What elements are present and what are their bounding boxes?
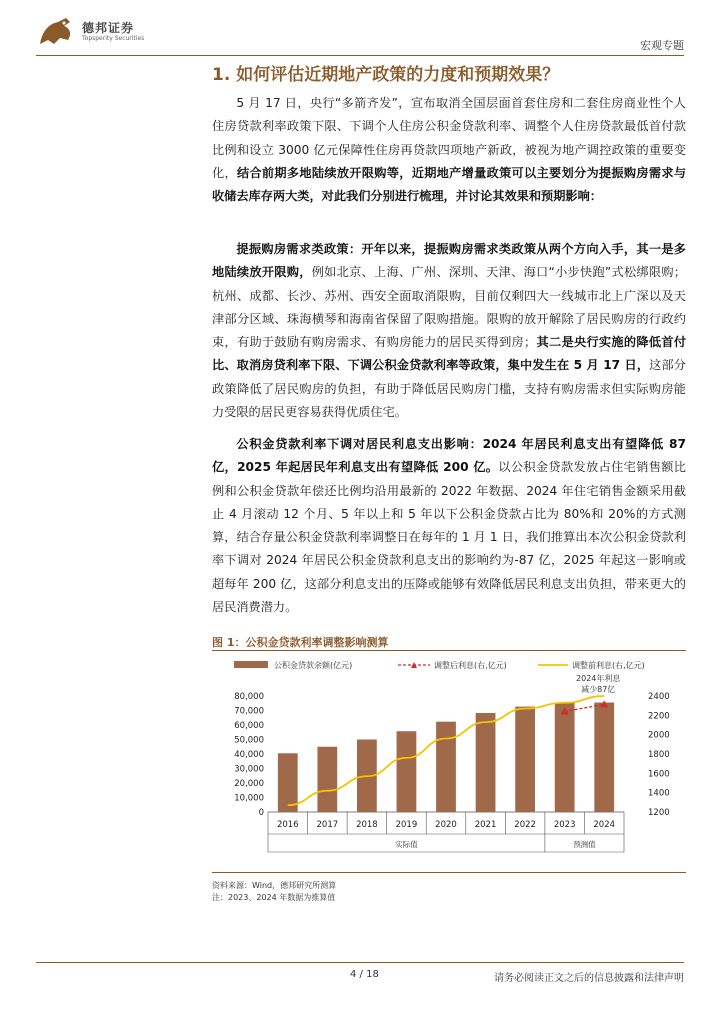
figure-source: 资料来源：Wind，德邦研究所测算 [212, 881, 337, 890]
figure-top-divider [212, 650, 686, 651]
footer-disclaimer: 请务必阅读正文之后的信息披露和法律声明 [494, 973, 684, 984]
bar-loan-balance [278, 753, 298, 812]
paragraph-policy-overview [212, 92, 686, 208]
x-axis-tick-label: 2018 [356, 820, 378, 830]
x-axis-tick-label: 2017 [316, 820, 339, 830]
x-axis-tick-label: 2023 [553, 820, 576, 830]
bar-loan-balance [397, 731, 417, 812]
right-axis-tick-label: 1200 [648, 808, 670, 818]
right-axis-tick-label: 2000 [648, 730, 670, 741]
x-axis-tick-label: 2020 [435, 820, 457, 830]
right-axis-tick-label: 2200 [648, 711, 670, 722]
legend-after-marker [411, 662, 417, 668]
left-axis-tick-label: 30,000 [234, 764, 264, 775]
bar-loan-balance [476, 713, 496, 812]
x-axis-tick-label: 2022 [514, 820, 536, 830]
legend-label-before: 调整前利息(右,亿元) [572, 661, 645, 670]
right-axis-tick-label: 2400 [648, 692, 670, 702]
x-axis-tick-label: 2021 [474, 820, 497, 830]
legend-bar-swatch [234, 661, 268, 668]
legend-label-after: 调整后利息(右,亿元) [434, 661, 507, 670]
company-logo-text: 德邦证券 [82, 21, 135, 35]
chart-annotation-line2: 减少87亿 [581, 685, 616, 694]
left-axis-tick-label: 40,000 [234, 750, 264, 760]
bar-loan-balance [515, 707, 535, 812]
figure-note: 注：2023、2024 年数据为推算值 [212, 893, 336, 902]
right-axis-tick-label: 1400 [648, 788, 670, 799]
chart-bars [278, 703, 614, 812]
left-axis-tick-label: 70,000 [234, 706, 264, 717]
paragraph-text: 这部分政策降低了居民购房的负担，有助于降低居民购房门槛，支持有购房需求但实际购房能力受限的居民更容易获得优质住宅。 [212, 358, 686, 420]
paragraph-bold-text: 其二是央行实施的降低首付比、取消房贷利率下限、下调公积金贷款利率等政策，集中发生在 5 月 17 日， [212, 335, 687, 373]
bar-loan-balance [555, 703, 575, 812]
section-title: 1. 如何评估近期地产政策的力度和预期效果？ [212, 65, 560, 85]
left-axis-tick-label: 80,000 [234, 692, 264, 702]
paragraph-demand-policy [212, 238, 686, 424]
group-label-actual: 实际值 [395, 840, 418, 849]
bar-loan-balance [436, 722, 456, 812]
paragraph-text: 5 月 17 日，央行“多箭齐发”，宣布取消全国层面首套住房和二套住房商业性个人住房贷款利率政策下限、下调个人住房公积金贷款利率、调整个人住房贷款最低首付款比例和设立 3000 亿元保障性住房再贷款四项地产新政，被视为地产调控政策的重要变化， [212, 96, 686, 180]
paragraph-text: 以公积金贷款发放占住宅销售额比例和公积金贷款年偿还比例均沿用最新的 2022 年数据、2024 年住宅销售金额采用截止 4 月滚动 12 个月、5 年以上和 5 年以下公积金贷款占比为 80%和 20%的方式测算，结合存量公积金贷款利率调整日在每年的 1 月 1 日，我们推算出本次公积金贷款利率下调对 2024 年居民公积金贷款利息支出的影响约为-87 亿，2025 年起这一影响或超每年 200 亿，这部分利息支出的压降或能够有效降低居民利息支出负担，带来更大的居民消费潜力。 [212, 460, 686, 615]
bar-loan-balance [594, 703, 614, 812]
company-logo-english: Topsperity Securities [82, 35, 145, 42]
left-axis-tick-label: 10,000 [234, 793, 264, 804]
company-logo-icon [36, 14, 76, 50]
paragraph-bold-text: 提振购房需求类政策：开年以来，提振购房需求类政策从两个方向入手，其一是多地陆续放开限购， [212, 242, 686, 280]
right-axis-tick-label: 1800 [648, 750, 670, 760]
left-axis-tick-label: 50,000 [234, 735, 264, 746]
footer-divider [36, 962, 684, 963]
legend-label-balance: 公积金贷款余额(亿元) [274, 661, 353, 670]
left-axis-tick-label: 20,000 [234, 779, 264, 789]
page-number: 4 / 18 [350, 969, 379, 980]
paragraph-interest-impact [212, 433, 686, 619]
x-axis-tick-label: 2019 [395, 820, 418, 830]
paragraph-bold-text: 结合前期多地陆续放开限购等，近期地产增量政策可以主要划分为提振购房需求与收储去库存两大类，对此我们分别进行梳理，并讨论其效果和预期影响： [212, 165, 687, 204]
loan-interest-chart [212, 652, 686, 858]
paragraph-bold-text: 公积金贷款利率下调对居民利息支出影响：2024 年居民利息支出有望降低 87 亿，2025 年起居民年利息支出有望降低 200 亿。 [212, 437, 686, 475]
bar-loan-balance [317, 747, 337, 812]
right-axis-tick-label: 1600 [648, 769, 670, 780]
x-axis-tick-label: 2024 [593, 820, 616, 830]
header-divider [36, 55, 684, 56]
left-axis-tick-label: 0 [258, 808, 264, 818]
left-axis-tick-label: 60,000 [234, 721, 264, 731]
x-axis-tick-label: 2016 [276, 820, 299, 830]
figure-title: 图 1：公积金贷款利率调整影响测算 [212, 636, 389, 649]
paragraph-text: 例如北京、上海、广州、深圳、天津、海口“小步快跑”式松绑限购；杭州、成都、长沙、苏州、西安全面取消限购，目前仅剩四大一线城市北上广深以及天津部分区域、珠海横琴和海南省保留了限购措施。限购的放开解除了居民购房的行政约束，有助于鼓励有购房需求、有购房能力的居民买得到房； [212, 265, 686, 350]
chart-annotation-line1: 2024年利息 [576, 674, 621, 683]
chart-legend [234, 660, 645, 670]
group-label-forecast: 预测值 [573, 840, 596, 849]
figure-bottom-divider [212, 872, 686, 873]
report-section-label: 宏观专题 [640, 39, 684, 52]
